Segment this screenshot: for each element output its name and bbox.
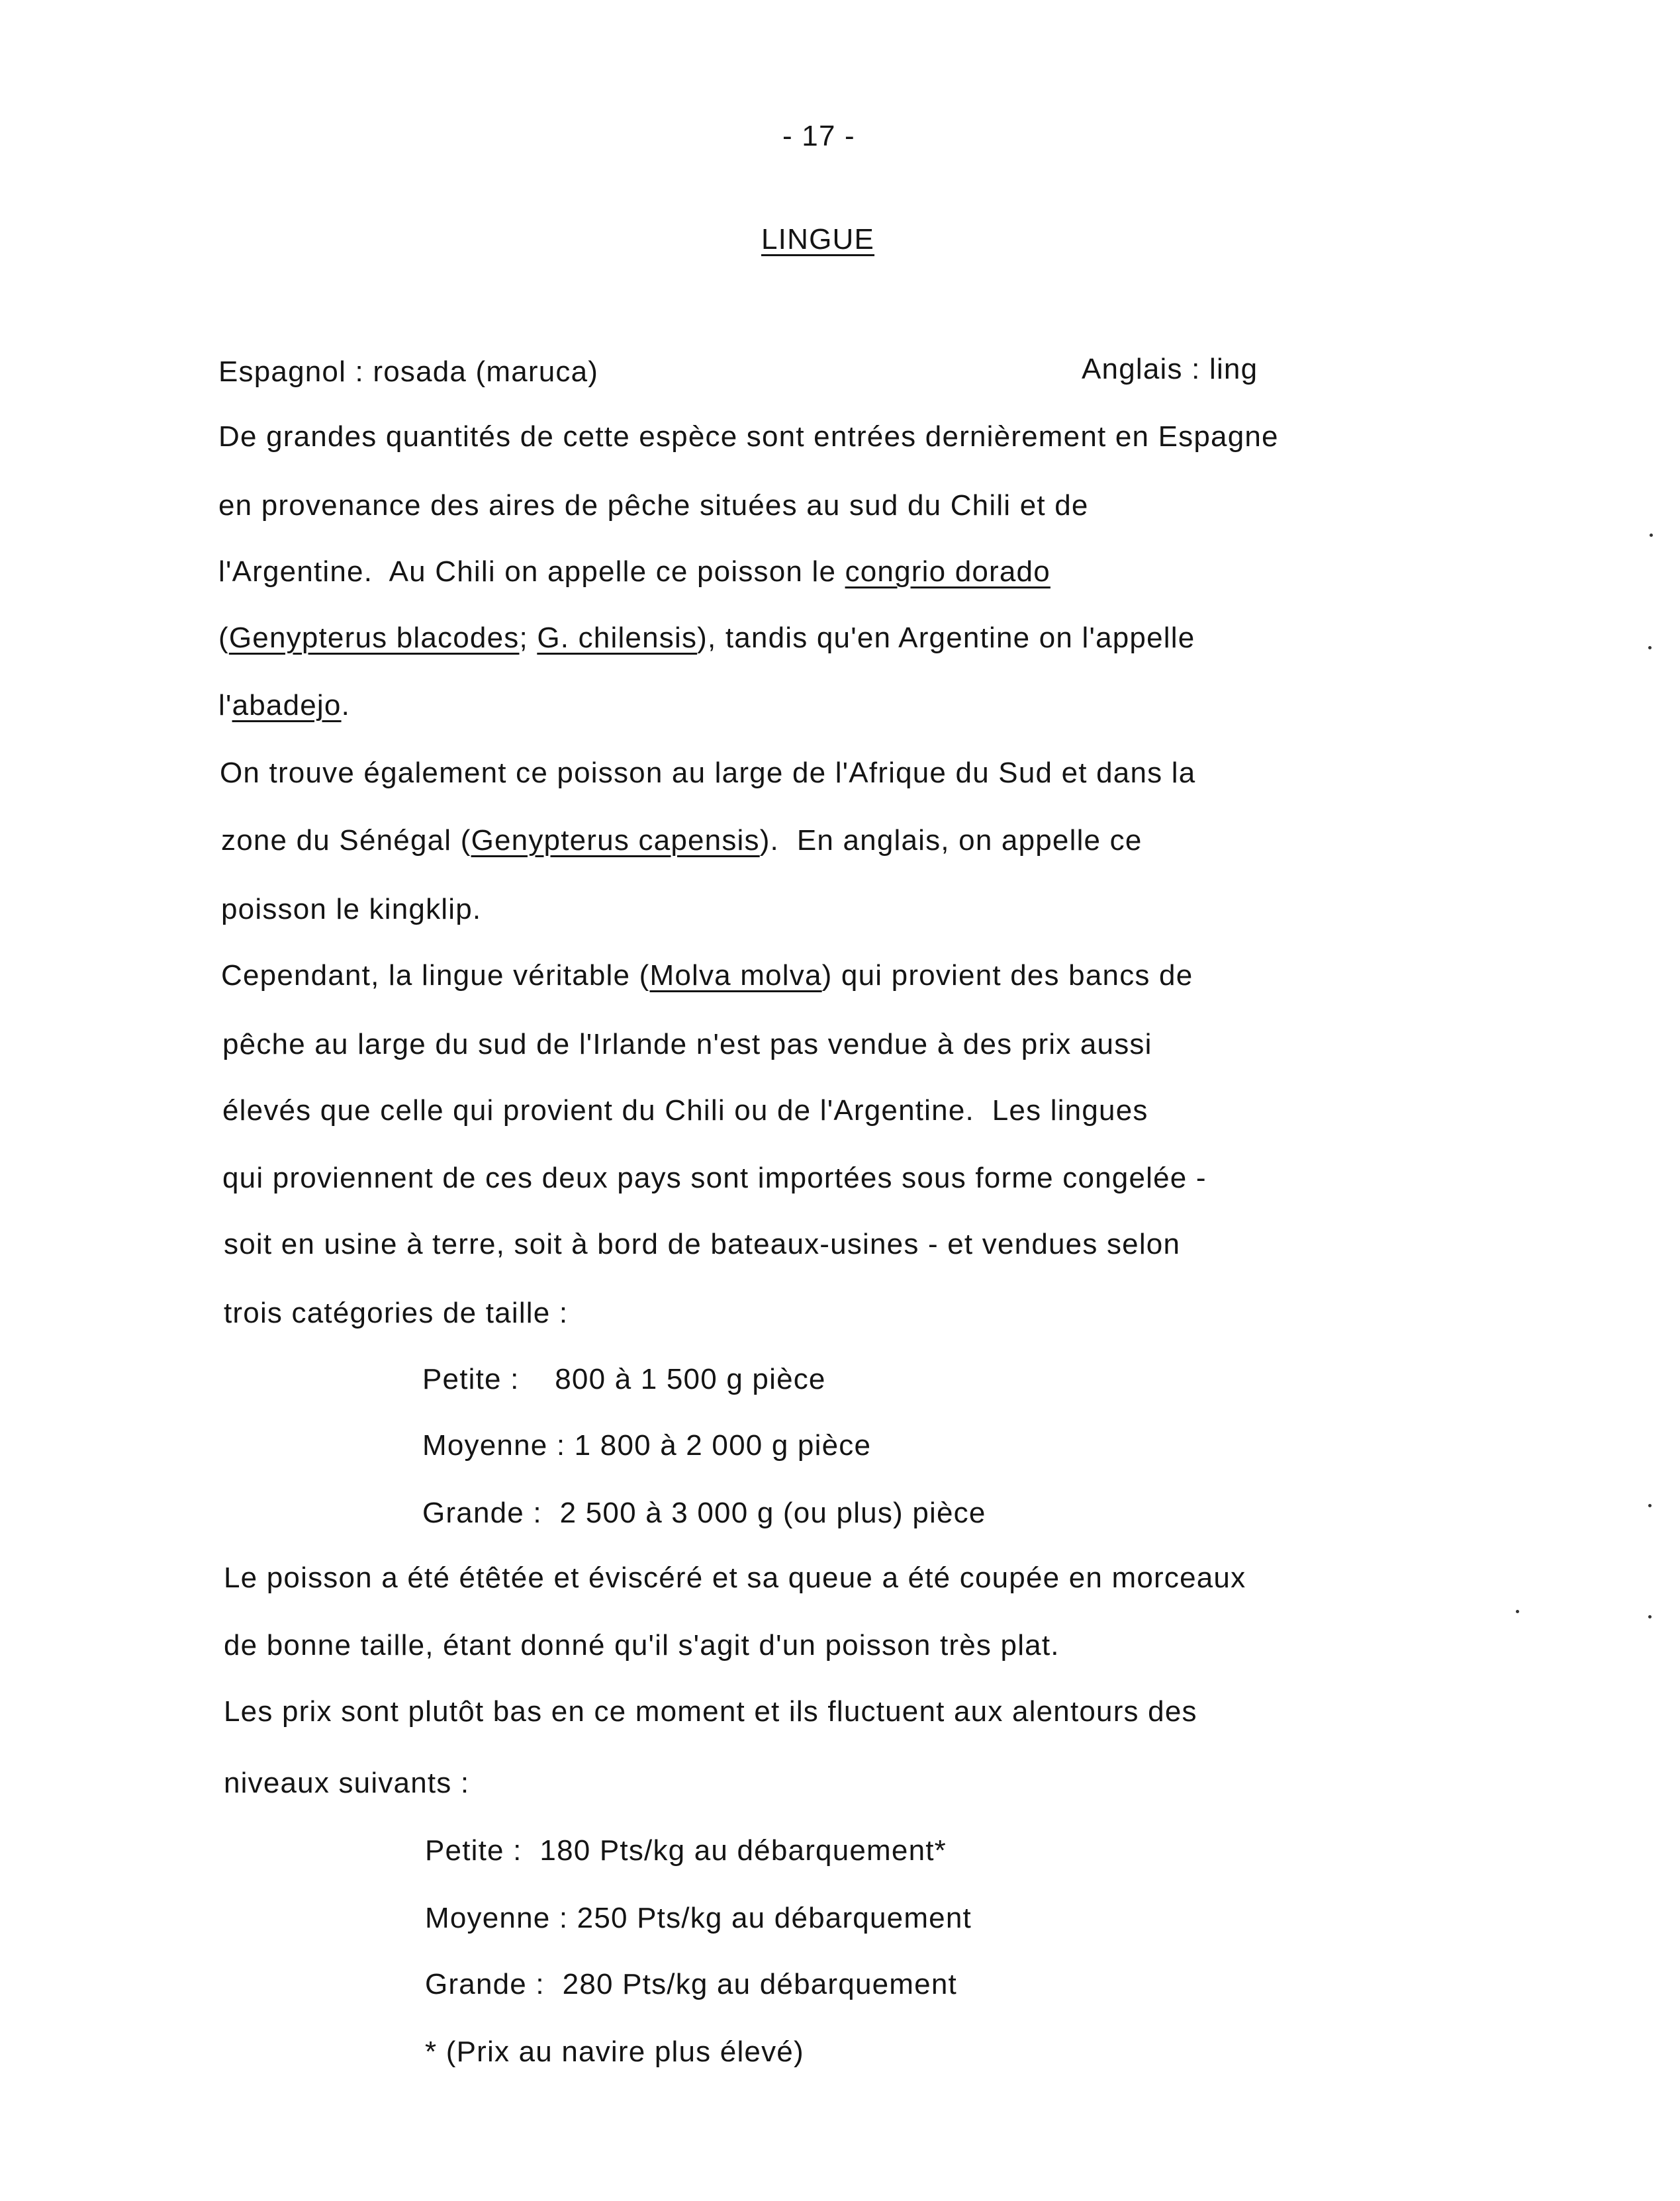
- price-small: Petite : 180 Pts/kg au débarquement*: [425, 1834, 947, 1867]
- spanish-name: Espagnol : rosada (maruca): [218, 355, 599, 388]
- scan-speck: [1516, 1610, 1519, 1613]
- size-category-small: Petite : 800 à 1 500 g pièce: [422, 1363, 826, 1395]
- paragraph-2-line-1: On trouve également ce poisson au large de l'Afrique du Sud et dans la: [220, 757, 1196, 789]
- price-medium: Moyenne : 250 Pts/kg au débarquement: [425, 1902, 972, 1934]
- paragraph-3-line-3: élevés que celle qui provient du Chili ou de l'Argentine. Les lingues: [222, 1094, 1148, 1127]
- paragraph-3-line-2: pêche au large du sud de l'Irlande n'est pas vendue à des prix aussi: [222, 1028, 1152, 1060]
- paragraph-5-line-2: niveaux suivants :: [224, 1767, 470, 1799]
- scan-speck: [1648, 646, 1652, 649]
- paragraph-4-line-1: Le poisson a été étêtée et éviscéré et sa queue a été coupée en morceaux: [224, 1562, 1246, 1594]
- size-category-large: Grande : 2 500 à 3 000 g (ou plus) pièce: [422, 1497, 986, 1529]
- text-segment: Cependant, la lingue véritable (: [221, 959, 650, 992]
- english-name: Anglais : ling: [1082, 353, 1258, 385]
- paragraph-5-line-1: Les prix sont plutôt bas en ce moment et ils fluctuent aux alentours des: [224, 1695, 1197, 1728]
- text-segment: (: [218, 622, 229, 654]
- text-segment: ). En anglais, on appelle ce: [759, 824, 1143, 857]
- paragraph-3-line-4: qui proviennent de ces deux pays sont importées sous forme congelée -: [222, 1162, 1207, 1194]
- paragraph-2-line-2: [221, 822, 1143, 859]
- text-segment: zone du Sénégal (: [221, 824, 471, 857]
- paragraph-1-line-1: De grandes quantités de cette espèce sont entrées dernièrement en Espagne: [218, 420, 1279, 453]
- scan-speck: [1650, 534, 1653, 537]
- paragraph-3-line-1: [221, 957, 1193, 994]
- text-segment: ), tandis qu'en Argentine on l'appelle: [697, 622, 1195, 654]
- species-name-blacodes: Genypterus blacodes: [228, 622, 520, 654]
- paragraph-3-line-6: trois catégories de taille :: [224, 1297, 569, 1329]
- text-segment: ;: [519, 622, 537, 654]
- paragraph-1-line-5: [218, 687, 350, 724]
- price-footnote: * (Prix au navire plus élevé): [425, 2036, 804, 2068]
- text-segment: ) qui provient des bancs de: [821, 959, 1193, 992]
- scan-speck: [1648, 1615, 1652, 1618]
- text-segment: .: [341, 689, 351, 722]
- paragraph-3-line-5: soit en usine à terre, soit à bord de bateaux-usines - et vendues selon: [224, 1228, 1181, 1260]
- species-name-chilensis: G. chilensis: [537, 622, 698, 654]
- text-segment: l'Argentine. Au Chili on appelle ce poisson le: [218, 555, 845, 588]
- paragraph-4-line-2: de bonne taille, étant donné qu'il s'agit d'un poisson très plat.: [224, 1629, 1060, 1662]
- species-name-congrio: congrio dorado: [845, 555, 1050, 588]
- section-title: LINGUE: [761, 223, 875, 256]
- species-name-molva: Molva molva: [649, 959, 822, 992]
- size-category-medium: Moyenne : 1 800 à 2 000 g pièce: [422, 1429, 872, 1462]
- price-large: Grande : 280 Pts/kg au débarquement: [425, 1968, 957, 2000]
- species-name-capensis: Genypterus capensis: [471, 824, 760, 857]
- paragraph-1-line-3: [218, 553, 1050, 590]
- species-name-abadejo: abadejo: [232, 689, 342, 722]
- paragraph-1-line-4: [218, 620, 1195, 657]
- page-number: - 17 -: [782, 120, 855, 152]
- paragraph-2-line-3: poisson le kingklip.: [221, 893, 482, 925]
- scan-speck: [1648, 1504, 1652, 1507]
- paragraph-1-line-2: en provenance des aires de pêche situées au sud du Chili et de: [218, 489, 1089, 522]
- text-segment: l': [218, 689, 232, 722]
